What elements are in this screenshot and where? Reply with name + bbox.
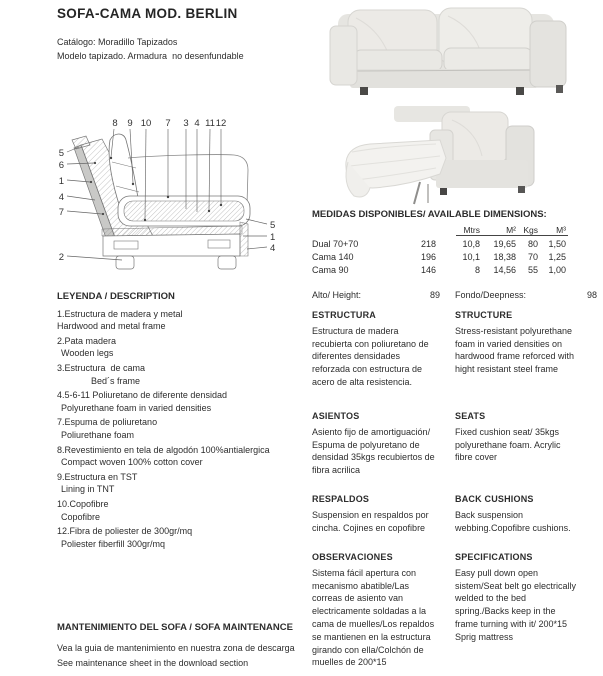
table-row [312,262,568,275]
legend-item [57,335,309,360]
row-m2: 14,56 [493,264,516,275]
diagram-label-10: 10 [140,118,152,129]
technical-drawing [50,110,285,290]
row-m3: 1,50 [548,238,566,249]
sofa-open-bed-photo [336,100,536,210]
legend-item-es: 4.5-6-11 Poliuretano de diferente densidad [57,390,227,401]
legend-item [57,416,309,441]
maintenance-line-es: Vea la guia de mantenimiento en nuestra zona de descarga [57,643,295,653]
section-body: Sistema fácil apertura con mecanismo abatible/Las correas de asiento van electricamente soldadas a la cama de muelles/Los repaldos se mantienen en la estructura girando con ella/Colchón de muelles de 200*15 [312,567,437,668]
row-name: Dual 70+70 [312,238,359,249]
maintenance-line-en: See maintenance sheet in the download section [57,658,249,668]
height-value: 89 [429,290,440,300]
section-heading: RESPALDOS [312,494,370,504]
legend-item-es: 9.Estructura en TST [57,471,138,482]
legend-heading: LEYENDA / DESCRIPTION [57,291,175,302]
section-heading: ASIENTOS [312,411,360,421]
row-m2: 19,65 [493,238,516,249]
legend-item-es: 1.Estructura de madera y metal [57,308,183,319]
row-kgs: 70 [527,251,538,262]
diagram-label-8: 8 [112,118,118,129]
diagram-label-12: 12 [215,118,227,129]
section-respaldos [312,493,440,534]
row-m2: 18,38 [493,251,516,262]
section-asientos [312,410,440,477]
dimensions-table [312,222,568,275]
legend-item [57,389,309,414]
diagram-label-7t: 7 [165,118,171,129]
legend-item-es: 2.Pata madera [57,335,117,346]
section-body: Estructura de madera recubierta con poliuretano de diferentes densidades reforzada con estructura de acero de alta resistencia. [312,325,432,387]
row-m3: 1,25 [548,251,566,262]
section-structure [455,309,577,376]
diagram-label-4t: 4 [194,118,200,129]
legend-item [57,498,309,523]
diagram-label-1l: 1 [58,176,64,187]
diagram-label-4l: 4 [58,192,64,203]
legend-item-en: Compact woven 100% cotton cover [61,457,203,468]
row-width: 146 [420,264,436,275]
section-heading: SEATS [455,411,486,421]
section-body: Fixed cushion seat/ 35kgs polyurethane foam. Acrylic fibre cover [455,426,564,463]
row-mtrs: 8 [474,264,480,275]
legend-item-es: 12.Fibra de poliester de 300gr/mq [57,526,193,537]
depth-label: Fondo/Deepness: [455,290,527,300]
row-width: 218 [420,238,436,249]
diagram-label-1r: 1 [270,232,276,243]
section-body: Stress-resistant polyurethane foam in varied densities on hardwood frame reforced with hight resistant steel frame [455,325,577,375]
col-m3: M³ [540,222,568,235]
section-observaciones [312,551,440,669]
legend-item-es: 8.Revestimiento en tela de algodón 100%antialergica [57,444,270,455]
legend-item-en: Copofibre [61,511,101,522]
catalog-line: Catálogo: Moradillo Tapizados [57,37,178,47]
legend-item [57,308,309,333]
legend-item [57,362,309,387]
model-line: Modelo tapizado. Armadura no desenfundable [57,51,244,61]
row-name: Cama 140 [312,251,354,262]
legend-item-en: Hardwood and metal frame [57,321,166,332]
diagram-label-2: 2 [58,252,64,263]
diagram-label-5l: 5 [58,148,64,159]
row-mtrs: 10,8 [462,238,480,249]
section-specifications [455,551,577,644]
row-kgs: 55 [527,264,538,275]
legend-item-en: Lining in TNT [61,484,115,495]
section-body: Suspension en respaldos por cincha. Cojines en copofibre [312,509,432,533]
sofa-closed-illustration [320,2,572,100]
col-mtrs: Mtrs [456,222,482,235]
maintenance-section [57,620,347,671]
diagram-label-11: 11 [205,118,215,129]
height-label: Alto/ Height: [312,290,362,300]
section-body: Back suspension webbing.Copofibre cushions. [455,509,571,533]
row-mtrs: 10,1 [462,251,480,262]
dimensions-heading: MEDIDAS DISPONIBLES/ AVAILABLE DIMENSIONS: [312,209,547,220]
sofa-cross-section [50,110,285,290]
legend-item-en: Poliester fiberfill 300gr/mq [61,538,166,549]
section-body: Easy pull down open sistem/Seat belt go electrically welded to the bed spring./Backs keep in the frame turning with it/ 200*15 Sprig mattress [455,567,579,642]
section-heading: OBSERVACIONES [312,552,393,562]
depth-value: 98 [586,290,597,300]
col-kgs: Kgs [518,222,540,235]
row-kgs: 80 [527,238,538,249]
section-heading: BACK CUSHIONS [455,494,534,504]
legend-item-en: Polyurethane foam in varied densities [61,402,212,413]
diagram-label-5r: 5 [270,220,276,231]
section-body: Asiento fijo de amortiguación/ Espuma de polyuretano de densidad 35kgs recubiertos de fibra acrilica [312,426,438,476]
legend-item-es: 10.Copofibre [57,498,109,509]
legend-item [57,444,309,469]
row-name: Cama 90 [312,264,349,275]
legend-item [57,525,309,550]
table-row [312,235,568,249]
row-width: 196 [420,251,436,262]
legend-item-en: Wooden legs [61,348,114,359]
diagram-label-6l: 6 [58,160,64,171]
legend-item [57,471,309,496]
sofa-open-illustration [336,100,536,210]
section-estructura [312,309,440,389]
section-seats [455,410,577,464]
row-m3: 1,00 [548,264,566,275]
maintenance-heading: MANTENIMIENTO DEL SOFA / SOFA MAINTENANCE [57,622,293,633]
diagram-label-3: 3 [183,118,189,129]
legend-item-es: 7.Espuma de poliuretano [57,417,158,428]
legend-item-en: Bed´s frame [91,375,141,386]
table-row [312,249,568,262]
sofa-closed-photo [320,2,572,100]
page-title: SOFA-CAMA MOD. BERLIN [57,6,238,21]
dimensions-header-row [312,222,568,235]
section-heading: ESTRUCTURA [312,310,376,320]
diagram-label-4r: 4 [270,243,276,254]
section-back-cushions [455,493,577,534]
diagram-label-9: 9 [127,118,133,129]
height-depth-row [312,290,598,303]
legend-item-en: Poliurethane foam [61,429,135,440]
diagram-label-7l: 7 [58,207,64,218]
legend-item-es: 3.Estructura de cama [57,362,146,373]
col-m2: M² [482,222,518,235]
section-heading: STRUCTURE [455,310,513,320]
legend-section [57,291,309,552]
section-heading: SPECIFICATIONS [455,552,533,562]
